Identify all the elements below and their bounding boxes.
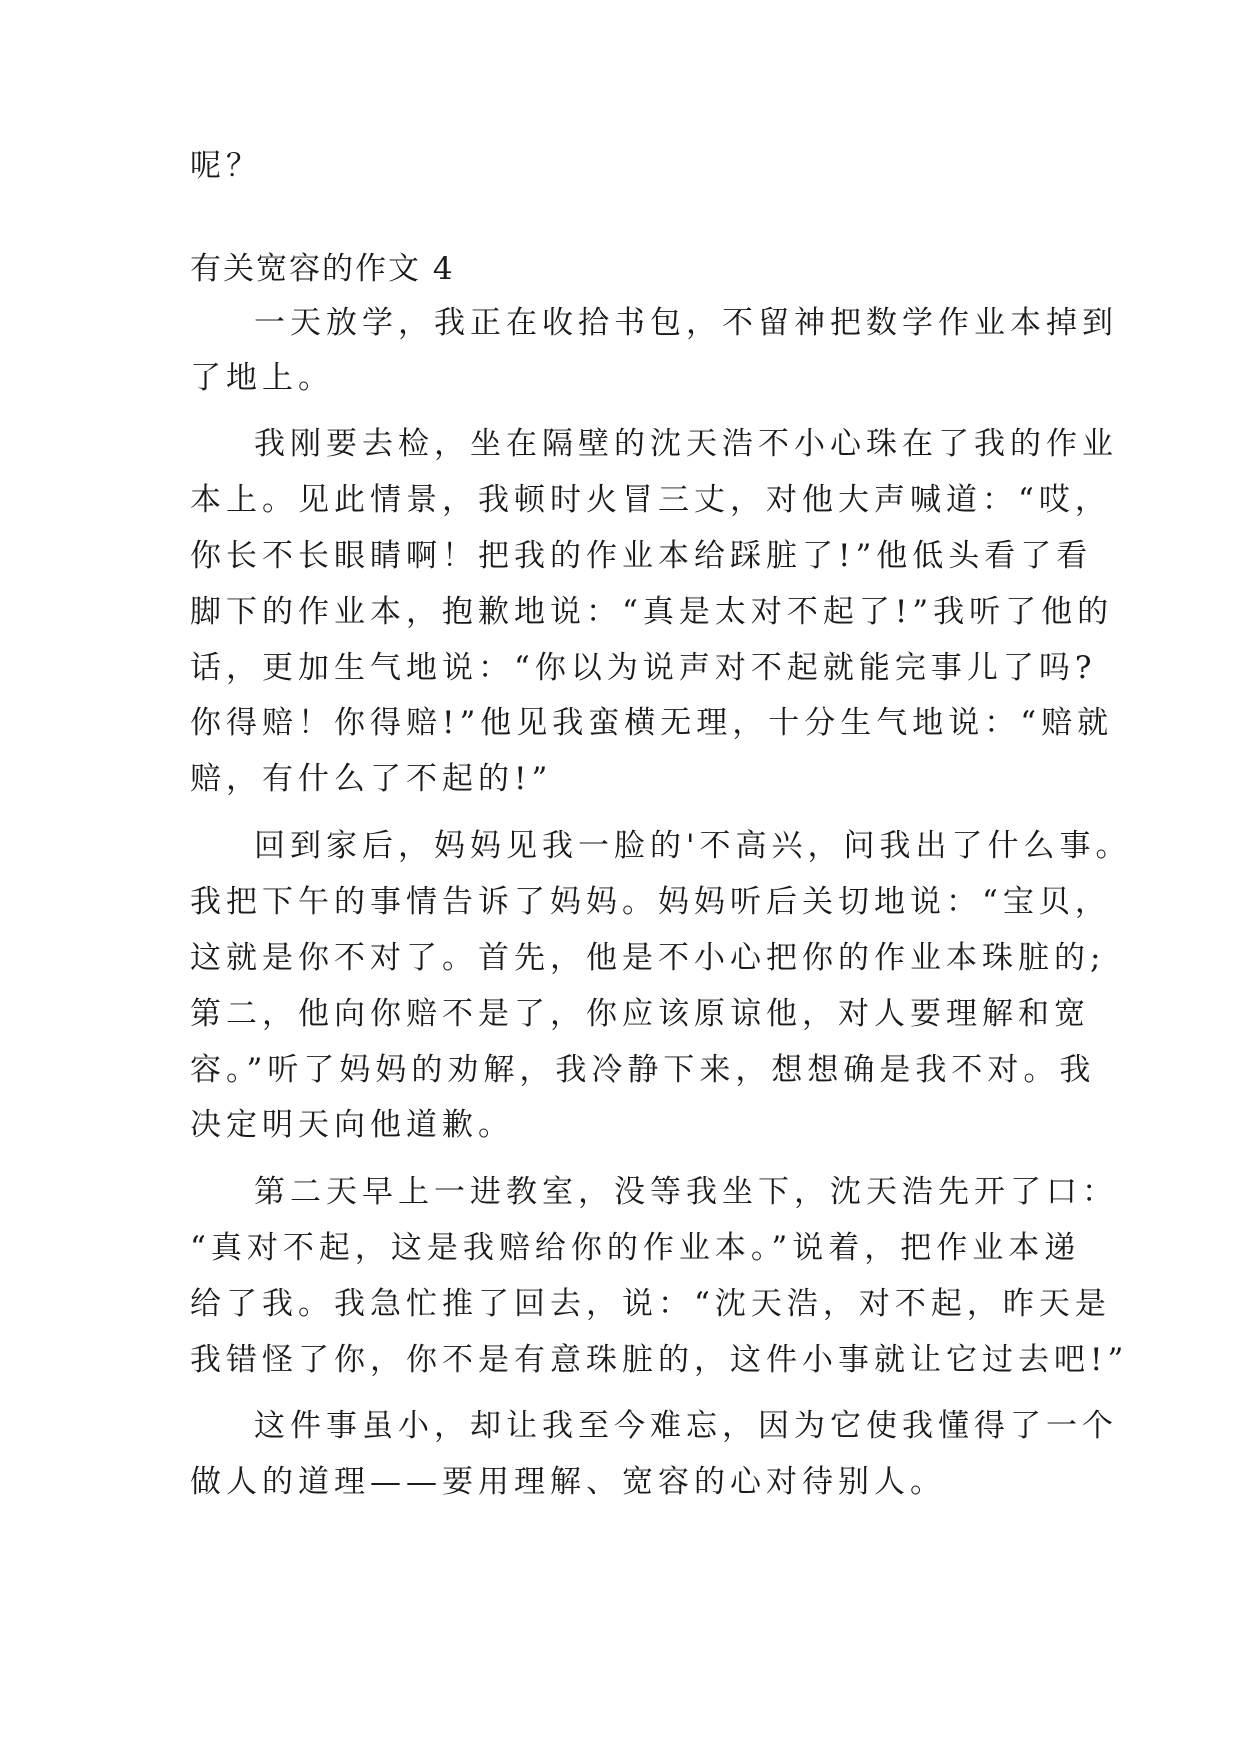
paragraph-line: 你得赔！你得赔!”他见我蛮横无理，十分生气地说：“赔就 — [190, 705, 1114, 741]
paragraph-line: 一天放学，我正在收拾书包，不留神把数学作业本掉到 — [254, 305, 1118, 341]
paragraph-line: 我把下午的事情告诉了妈妈。妈妈听后关切地说：“宝贝， — [190, 884, 1111, 920]
paragraph-line: 做人的道理——要用理解、宽容的心对待别人。 — [190, 1464, 946, 1500]
paragraph-line: 了地上。 — [190, 360, 334, 396]
paragraph-line: 这就是你不对了。首先，他是不小心把你的作业本珠脏的; — [190, 940, 1106, 976]
paragraph-line: 本上。见此情景，我顿时火冒三丈，对他大声喊道：“哎， — [190, 482, 1111, 518]
paragraph-line: 赔，有什么了不起的!” — [190, 761, 553, 797]
article-title: 有关宽容的作文 4 — [190, 251, 455, 287]
paragraph-line: 这件事虽小，却让我至今难忘，因为它使我懂得了一个 — [254, 1408, 1118, 1444]
paragraph-line: 决定明天向他道歉。 — [190, 1107, 514, 1143]
continuation-line: 呢？ — [190, 148, 262, 184]
paragraph-line: 给了我。我急忙推了回去，说：“沈天浩，对不起，昨天是 — [190, 1286, 1111, 1322]
paragraph-line: 脚下的作业本，抱歉地说：“真是太对不起了!”我听了他的 — [190, 594, 1114, 630]
paragraph-line: 容。”听了妈妈的劝解，我冷静下来，想想确是我不对。我 — [190, 1052, 1096, 1088]
paragraph-line: 话，更加生气地说：“你以为说声对不起就能完事儿了吗? — [190, 650, 1097, 686]
paragraph-line: 第二天早上一进教室，没等我坐下，沈天浩先开了口： — [254, 1174, 1118, 1210]
paragraph-line: 你长不长眼睛啊！把我的作业本给踩脏了!”他低头看了看 — [190, 538, 1093, 574]
paragraph-line: 我刚要去检，坐在隔壁的沈天浩不小心珠在了我的作业 — [254, 426, 1118, 462]
paragraph-line: 回到家后，妈妈见我一脸的'不高兴，问我出了什么事。 — [254, 828, 1132, 864]
paragraph-line: “真对不起，这是我赔给你的作业本。”说着，把作业本递 — [190, 1230, 1081, 1266]
paragraph-line: 第二，他向你赔不是了，你应该原谅他，对人要理解和宽 — [190, 996, 1090, 1032]
paragraph-line: 我错怪了你，你不是有意珠脏的，这件小事就让它过去吧!” — [190, 1342, 1129, 1378]
